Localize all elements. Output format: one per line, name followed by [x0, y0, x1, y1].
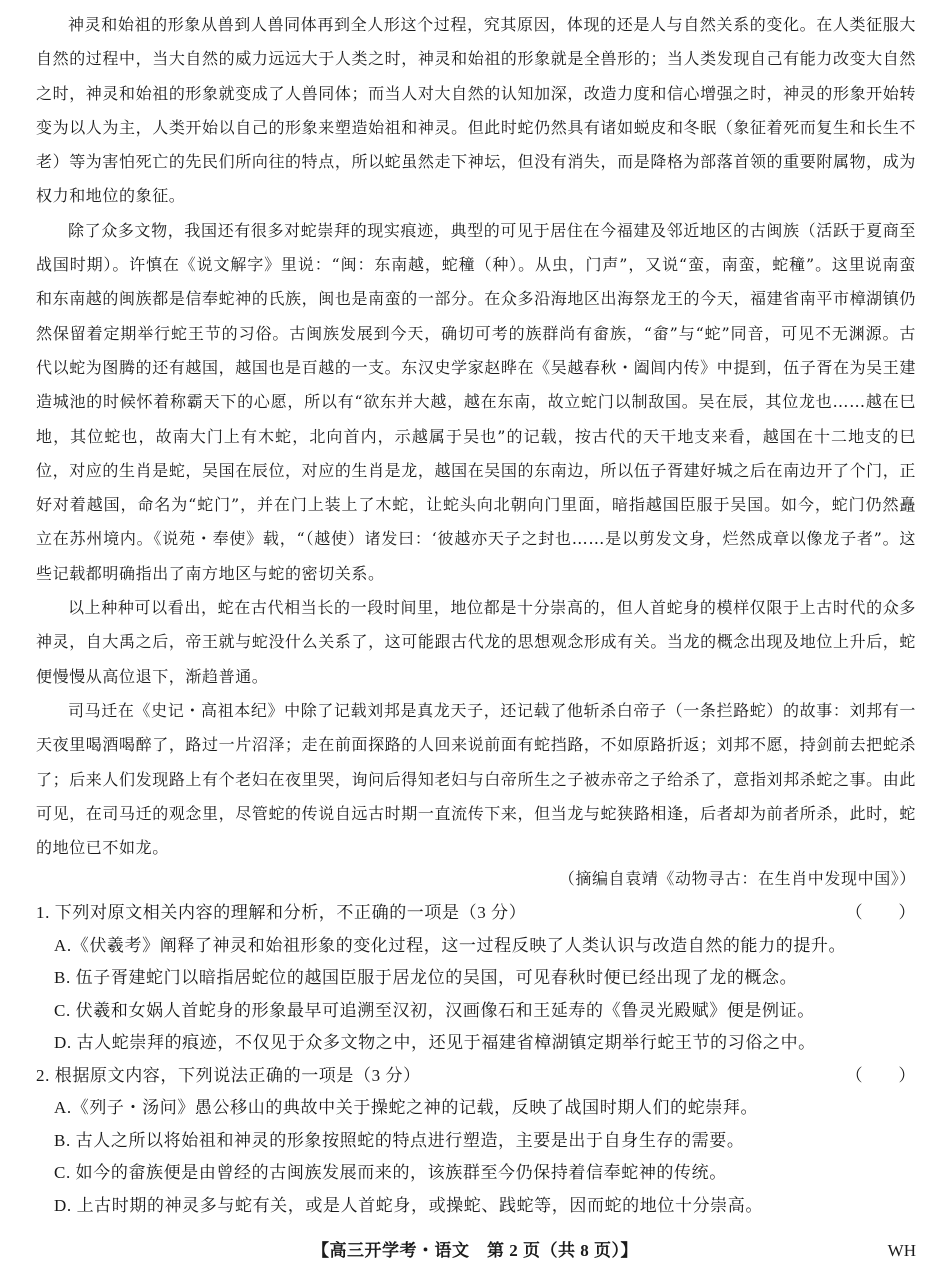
option-a: A.《列子・汤问》愚公移山的典故中关于操蛇之神的记载，反映了战国时期人们的蛇崇拜。	[54, 1098, 759, 1117]
question-1	[36, 897, 916, 1060]
option-d: D. 古人蛇崇拜的痕迹，不仅见于众多文物之中，还见于福建省樟湖镇定期举行蛇王节的习俗之中。	[54, 1033, 816, 1052]
answer-bracket: （ ）	[845, 1065, 916, 1085]
article-paragraph-4: 司马迁在《史记・高祖本纪》中除了记载刘邦是真龙天子，还记载了他斩杀白帝子（一条拦路蛇）的故事：刘邦有一天夜里喝酒喝醉了，路过一片沼泽；走在前面探路的人回来说前面有蛇挡路，不如原路折返；刘邦不愿，持剑前去把蛇杀了；后来人们发现路上有个老妇在夜里哭，询问后得知老妇与白帝所生之子被赤帝之子给杀了，意指刘邦杀蛇之事。由此可见，在司马迁的观念里，尽管蛇的传说自远古时期一直流传下来，但当龙与蛇狭路相逢，后者却为前者所杀，此时，蛇的地位已不如龙。	[36, 700, 916, 858]
option-c: C. 伏羲和女娲人首蛇身的形象最早可追溯至汉初，汉画像石和王延寿的《鲁灵光殿赋》便是例证。	[54, 1000, 815, 1020]
article-paragraph-3: 以上种种可以看出，蛇在古代相当长的一段时间里，地位都是十分崇高的，但人首蛇身的模样仅限于上古时代的众多神灵，自大禹之后，帝王就与蛇没什么关系了，这可能跟古代龙的思想观念形成有关。当龙的概念出现及地位上升后，蛇便慢慢从高位退下，渐趋普通。	[36, 598, 916, 686]
option-c: C. 如今的畲族便是由曾经的古闽族发展而来的，该族群至今仍保持着信奉蛇神的传统。	[54, 1163, 727, 1182]
question-2-stem-text: 2. 根据原文内容，下列说法正确的一项是（3 分）	[36, 1065, 421, 1085]
questions-section	[36, 897, 916, 1222]
page-footer	[0, 1236, 950, 1266]
article-source: （摘编自袁靖《动物寻古：在生肖中发现中国》）	[558, 869, 916, 888]
question-2	[36, 1060, 916, 1223]
question-stem	[36, 1060, 916, 1093]
article-body	[36, 8, 916, 865]
question-stem	[36, 897, 916, 930]
footer-code: WH	[887, 1241, 916, 1260]
option-d: D. 上古时期的神灵多与蛇有关，或是人首蛇身，或操蛇、践蛇等，因而蛇的地位十分崇高。	[54, 1195, 763, 1215]
option-b: B. 伍子胥建蛇门以暗指居蛇位的越国臣服于居龙位的吴国，可见春秋时便已经出现了龙的概念。	[54, 968, 798, 987]
question-1-stem-text: 1. 下列对原文相关内容的理解和分析，不正确的一项是（3 分）	[36, 903, 527, 922]
answer-bracket: （ ）	[845, 903, 916, 922]
option-b: B. 古人之所以将始祖和神灵的形象按照蛇的特点进行塑造，主要是出于自身生存的需要。	[54, 1130, 745, 1150]
option-a: A.《伏羲考》阐释了神灵和始祖形象的变化过程，这一过程反映了人类认识与改造自然的能力的提升。	[54, 935, 847, 955]
article-paragraph-1: 神灵和始祖的形象从兽到人兽同体再到全人形这个过程，究其原因，体现的还是人与自然关系的变化。在人类征服大自然的过程中，当大自然的威力远远大于人类之时，神灵和始祖的形象就是全兽形的；当人类发现自己有能力改变大自然之时，神灵和始祖的形象就变成了人兽同体；而当人对大自然的认知加深，改造力度和信心增强之时，神灵的形象开始转变为以人为主，人类开始以自己的形象来塑造始祖和神灵。但此时蛇仍然具有诸如蜕皮和冬眠（象征着死而复生和长生不老）等为害怕死亡的先民们所向往的特点，所以蛇虽然走下神坛，但没有消失，而是降格为部落首领的重要附属物，成为权力和地位的象征。	[36, 15, 916, 206]
footer-page-info: 【高三开学考・语文 第 2 页（共 8 页）】	[312, 1241, 638, 1260]
article-paragraph-2: 除了众多文物，我国还有很多对蛇崇拜的现实痕迹，典型的可见于居住在今福建及邻近地区的古闽族（活跃于夏商至战国时期）。许慎在《说文解字》里说：“闽：东南越，蛇穜（种）。从虫，门声”，又说“蛮，南蛮，蛇穜”。这里说南蛮和东南越的闽族都是信奉蛇神的氏族，闽也是南蛮的一部分。在众多沿海地区出海祭龙王的今天，福建省南平市樟湖镇仍然保留着定期举行蛇王节的习俗。古闽族发展到今天，确切可考的族群尚有畲族，“畲”与“蛇”同音，可见不无渊源。古代以蛇为图腾的还有越国，越国也是百越的一支。东汉史学家赵晔在《吴越春秋・阖闾内传》中提到，伍子胥在为吴王建造城池的时候怀着称霸天下的心愿，所以有“欲东并大越，越在东南，故立蛇门以制敌国。吴在辰，其位龙也……越在巳地，其位蛇也，故南大门上有木蛇，北向首内，示越属于吴也”的记载，按古代的天干地支来看，越国在十二地支的巳位，对应的生肖是蛇，吴国在辰位，对应的生肖是龙，越国在吴国的东南边，所以伍子胥建好城之后在南边开了个门，正好对着越国，命名为“蛇门”，并在门上装上了木蛇，让蛇头向北朝向门里面，暗指越国臣服于吴国。如今，蛇门仍然矗立在苏州境内。《说苑・奉使》载，“（越使）诸发曰：‘彼越亦天子之封也……是以剪发文身，烂然成章以像龙子者”。这些记载都明确指出了南方地区与蛇的密切关系。	[36, 220, 916, 583]
